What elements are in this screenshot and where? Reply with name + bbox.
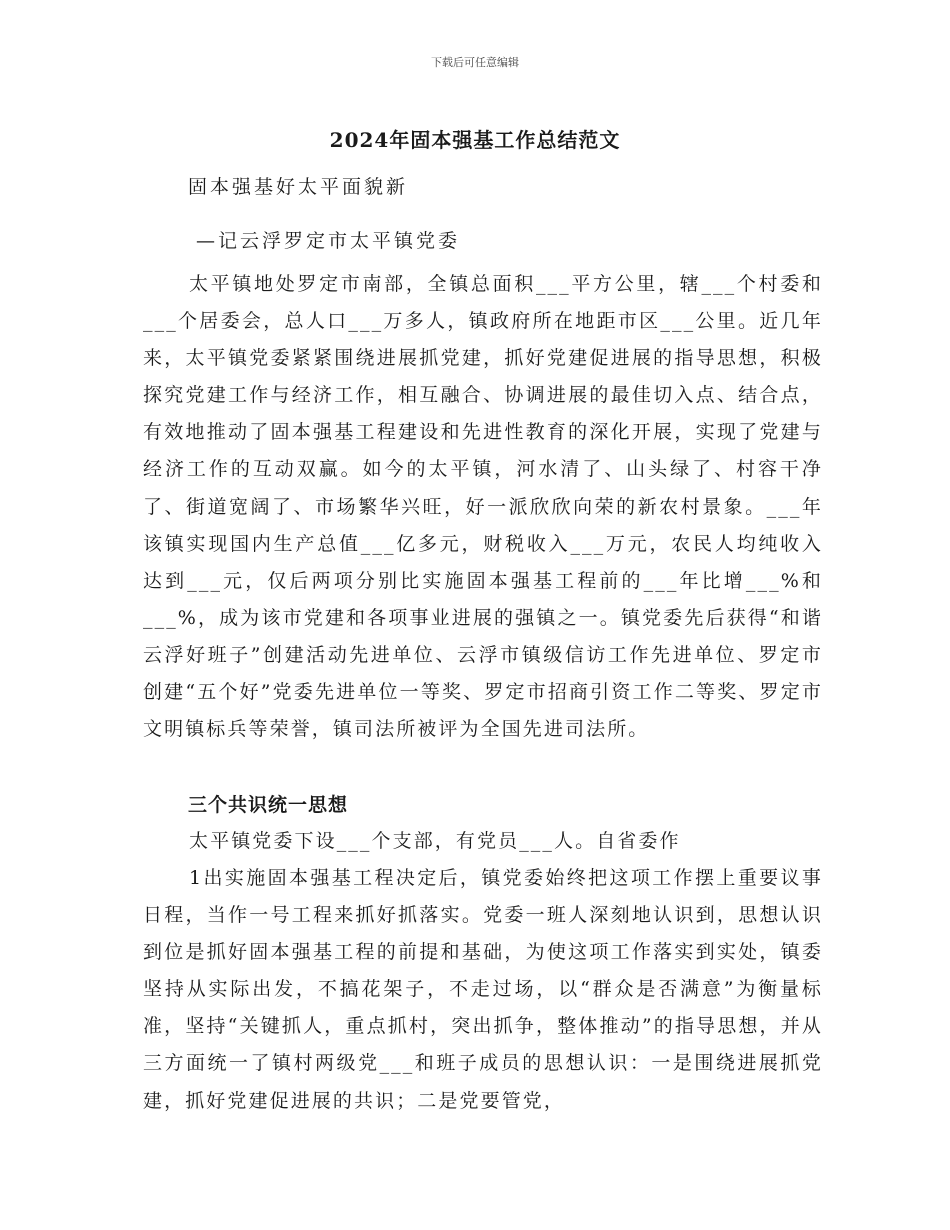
subtitle-main: 固本强基好太平面貌新 xyxy=(188,176,409,198)
subtitle-byline: —记云浮罗定市太平镇党委 xyxy=(196,230,461,252)
body-paragraph-2: 太平镇党委下设___个支部，有党员___人。自省委作 xyxy=(189,830,681,852)
body-paragraph-3: 1出实施固本强基工程决定后，镇党委始终把这项工作摆上重要议事日程，当作一号工程来抓好抓落实。党委一班人深刻地认识到，思想认识到位是抓好固本强基工程的前提和基础，为使这项工作落实到实处，镇委坚持从实际出发，不搞花架子，不走过场，以“群众是否满意”为衡量标准，坚持“关键抓人，重点抓村，突出抓争，整体推动”的指导思想，并从三方面统一了镇村两级党___和班子成员的思想认识：一是围绕进展抓党建，抓好党建促进展的共识；二是党要管党， xyxy=(143,867,823,1112)
section-heading: 三个共识统一思想 xyxy=(188,794,349,816)
body-paragraph-1: 太平镇地处罗定市南部，全镇总面积___平方公里，辖___个村委和___个居委会，总人口___万多人，镇政府所在地距市区___公里。近几年来，太平镇党委紧紧围绕进展抓党建，抓好党建促进展的指导思想，积极探究党建工作与经济工作，相互融合、协调进展的最佳切入点、结合点，有效地推动了固本强基工程建设和先进性教育的深化开展，实现了党建与经济工作的互动双赢。如今的太平镇，河水清了、山头绿了、村容干净了、街道宽阔了、市场繁华兴旺，好一派欣欣向荣的新农村景象。___年该镇实现国内生产总值___亿多元，财税收入___万元，农民人均纯收入达到___元，仅后两项分别比实施固本强基工程前的___年比增___%和___%，成为该市党建和各项事业进展的强镇之一。镇党委先后获得“和谐云浮好班子”创建活动先进单位、云浮市镇级信访工作先进单位、罗定市创建“五个好”党委先进单位一等奖、罗定市招商引资工作二等奖、罗定市文明镇标兵等荣誉，镇司法所被评为全国先进司法所。 xyxy=(143,273,823,741)
header-note: 下载后可任意编辑 xyxy=(431,56,519,69)
document-title: 2024年固本强基工作总结范文 xyxy=(329,128,621,152)
